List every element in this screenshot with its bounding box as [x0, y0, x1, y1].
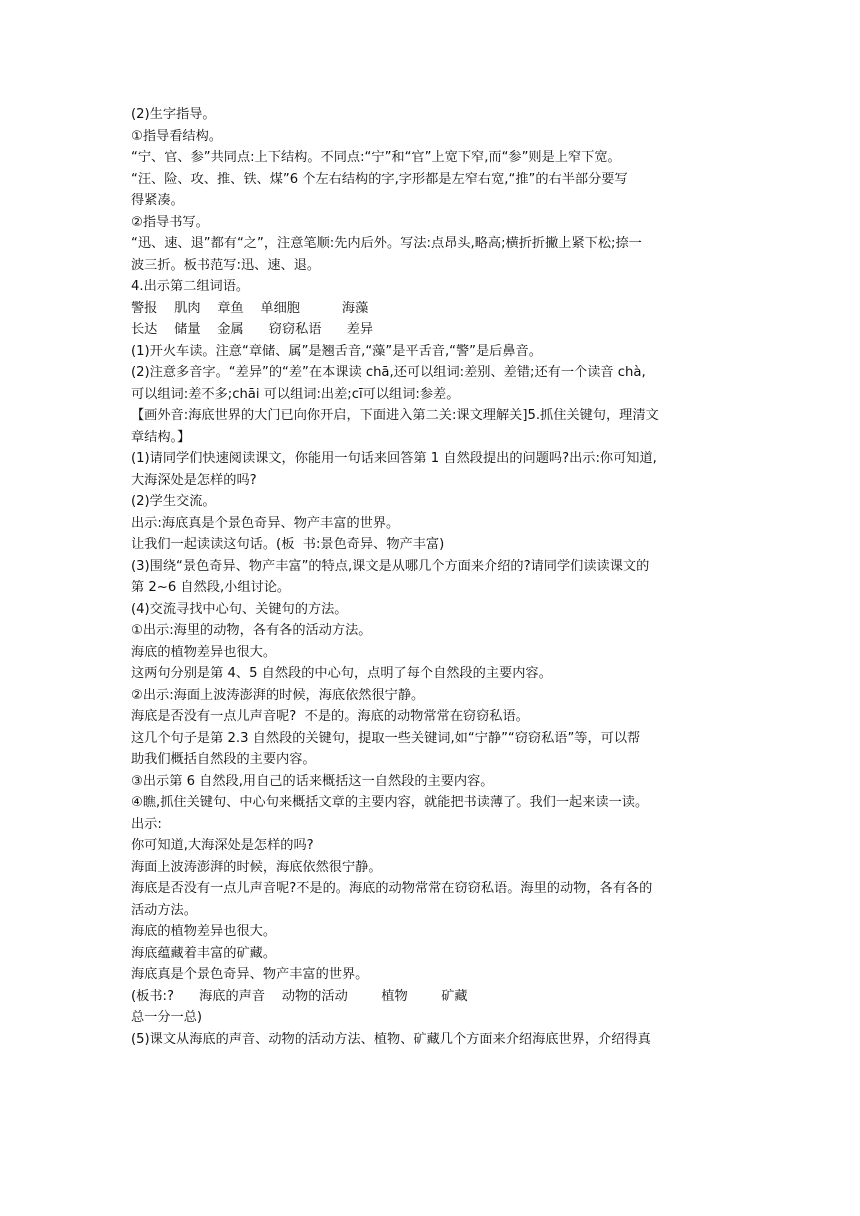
document-body — [131, 104, 731, 1050]
text-line: 海底是否没有一点儿声音呢?不是的。海底的动物常常在窃窃私语。海里的动物，各有各的 — [131, 881, 653, 896]
text-line: (2)注意多音字。“差异”的“差”在本课读 chā,还可以组词:差别、差错;还有一个读音 chà, — [131, 365, 646, 380]
text-line: 总一分一总) — [131, 1010, 203, 1025]
text-line: ①指导看结构。 — [131, 128, 222, 144]
text-line: ③出示第 6 自然段,用自己的话来概括这一自然段的主要内容。 — [131, 773, 494, 789]
text-line: “迅、速、退”都有“之”，注意笔顺:先内后外。写法:点昂头,略高;横折折撇上紧下松;捺一 — [131, 236, 642, 251]
text-line: (1)请同学们快速阅读课文，你能用一句话来回答第 1 自然段提出的问题吗?出示:你可知道, — [131, 451, 657, 466]
text-line: (2)学生交流。 — [131, 494, 216, 509]
text-line: 长达 储量 金属 窃窃私语 差异 — [131, 322, 374, 337]
text-line: 第 2~6 自然段,小组讨论。 — [131, 580, 291, 595]
text-line: 这两句分别是第 4、5 自然段的中心句，点明了每个自然段的主要内容。 — [131, 666, 552, 681]
text-line: 海底的植物差异也很大。 — [131, 644, 277, 660]
text-line: 海底的植物差异也很大。 — [131, 924, 277, 939]
text-line: 得紧凑。 — [131, 193, 184, 208]
text-line: 【画外音:海底世界的大门已向你开启，下面进入第二关:课文理解关]5.抓住关键句，理清文 — [131, 408, 659, 423]
text-line: ④瞧,抓住关键句、中心句来概括文章的主要内容，就能把书读薄了。我们一起来读一读。 — [131, 795, 649, 810]
text-line: 海底是否没有一点儿声音呢? 不是的。海底的动物常常在窃窃私语。 — [131, 709, 529, 724]
text-line: ②指导书写。 — [131, 214, 209, 230]
text-line: 出示:海底真是个景色奇异、物产丰富的世界。 — [131, 515, 400, 531]
text-line: (板书:? 海底的声音 动物的活动 植物 矿藏 — [131, 988, 468, 1004]
text-line: “汪、险、攻、推、铁、煤”6 个左右结构的字,字形都是左窄右宽,“推”的右半部分要写 — [131, 171, 628, 187]
text-line: 大海深处是怎样的吗? — [131, 472, 257, 488]
text-line: 这几个句子是第 2.3 自然段的关键句，提取一些关键词,如“宁静”“窃窃私语”等，可以帮 — [131, 730, 641, 746]
text-line: 可以组词:差不多;chāi 可以组词:出差;cī可以组词:参差。 — [131, 386, 460, 402]
text-line: 海面上波涛澎湃的时候，海底依然很宁静。 — [131, 859, 382, 875]
text-line: 海底真是个景色奇异、物产丰富的世界。 — [131, 967, 369, 982]
text-line: 活动方法。 — [131, 902, 197, 918]
text-line: (2)生字指导。 — [131, 107, 216, 122]
text-line: 4.出示第二组词语。 — [131, 279, 250, 294]
text-line: (3)围绕“景色奇异、物产丰富”的特点,课文是从哪几个方面来介绍的?请同学们读读课文的 — [131, 558, 650, 574]
text-line: (4)交流寻找中心句、关键句的方法。 — [131, 601, 348, 617]
text-line: 助我们概括自然段的主要内容。 — [131, 752, 316, 767]
text-line: 海底蕴藏着丰富的矿藏。 — [131, 945, 277, 961]
text-line: 让我们一起读读这句话。(板 书:景色奇异、物产丰富) — [131, 537, 445, 552]
text-line: ②出示:海面上波涛澎湃的时候，海底依然很宁静。 — [131, 687, 425, 703]
text-line: (5)课文从海底的声音、动物的活动方法、植物、矿藏几个方面来介绍海底世界，介绍得真 — [131, 1031, 651, 1047]
text-line: ①出示:海里的动物，各有各的活动方法。 — [131, 623, 372, 638]
text-line: “宁、官、参”共同点:上下结构。不同点:“宁”和“官”上宽下窄,而“参”则是上窄下宽。 — [131, 150, 621, 165]
text-line: 波三折。板书范写:迅、速、退。 — [131, 257, 321, 273]
text-line: 你可知道,大海深处是怎样的吗? — [131, 838, 314, 853]
text-line: 出示: — [131, 816, 162, 832]
text-line: 警报 肌肉 章鱼 单细胞 海藻 — [131, 300, 369, 316]
text-line: 章结构。】 — [131, 429, 191, 445]
text-line: (1)开火车读。注意“章储、属”是翘舌音,“藻”是平舌音,“警”是后鼻音。 — [131, 343, 542, 359]
